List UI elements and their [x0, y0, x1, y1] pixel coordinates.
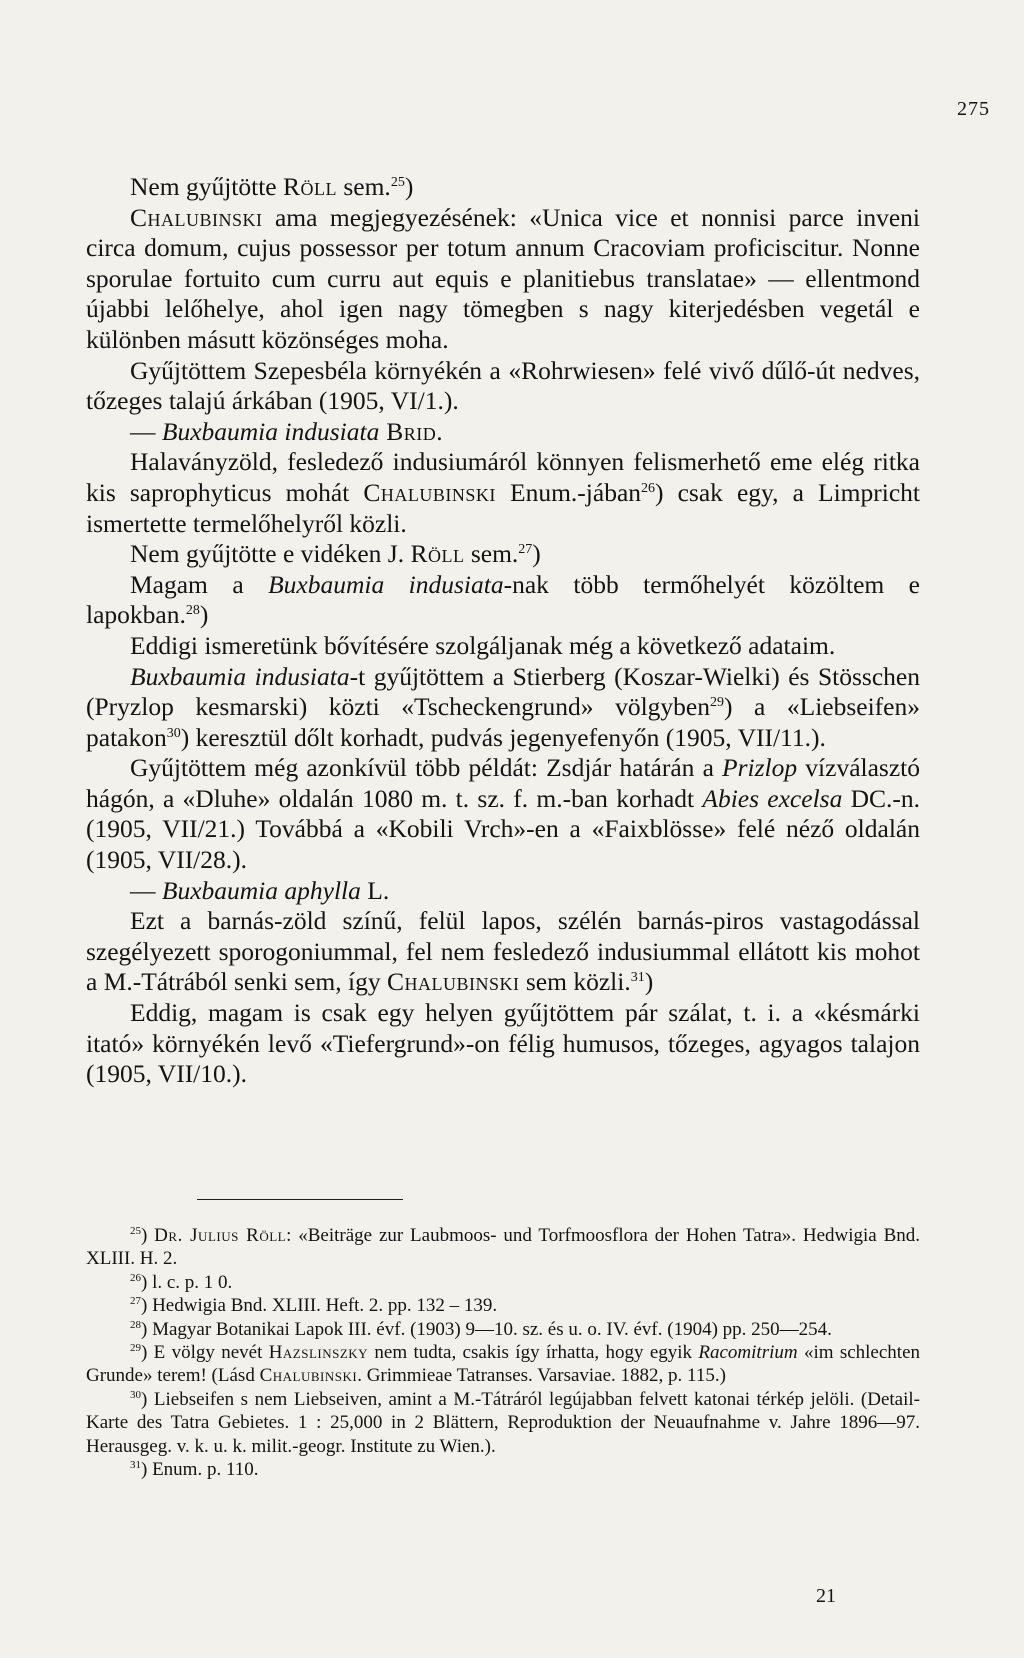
author-name: Röll [410, 539, 465, 569]
species-name: Racomitrium [698, 1342, 798, 1364]
paragraph [86, 753, 920, 875]
text: ) l. c. p. 1 0. [141, 1271, 233, 1293]
text: Nem gyűjtötte [130, 172, 283, 201]
footnote-ref: 30 [166, 725, 181, 741]
text: Ezt a barnás-zöld színű, felül lapos, szélén barnás-piros vastagodással szegélyezett sporogoniummal, fel nem fesledező indusiummal ellátott kis mohot a M.-Tátrából senki sem, így [86, 906, 920, 997]
text: Gyűjtöttem Szepesbéla környékén a «Rohrwiesen» felé vivő dűlő-út nedves, tőzeges talajú árkában (1905, VI/1.). [86, 355, 920, 416]
author-name: Chalubinski [130, 202, 263, 232]
page-number: 275 [957, 98, 990, 120]
footnote-number: 29 [130, 1342, 141, 1355]
footnote-ref: 25 [390, 175, 405, 190]
text: ) E völgy nevét [141, 1342, 269, 1364]
footnote-number: 26 [130, 1271, 141, 1284]
species-name: Abies excelsa [702, 783, 843, 813]
footnote-number: 27 [130, 1295, 141, 1308]
author-name: Chalubinski [386, 967, 520, 997]
paragraph [86, 447, 920, 539]
text: ) [404, 172, 414, 201]
dash: — [130, 416, 162, 446]
paragraph [86, 631, 920, 662]
text: Magam a [130, 569, 269, 599]
text: ) a «Liebseifen» patakon [86, 692, 920, 752]
author-name: Dr. Julius Röll [154, 1225, 287, 1246]
footnote-divider [197, 1199, 403, 1200]
text: «im schlechten Grunde» terem! (Lásd [86, 1342, 921, 1387]
footnote-ref: 26 [641, 480, 656, 496]
author-name: Hazslinszky [268, 1342, 369, 1364]
text: ) Magyar Botanikai Lapok III. évf. (1903) 9—10. sz. és u. o. IV. évf. (1904) pp. 250—254. [141, 1318, 832, 1340]
author-name: Chalubinski [363, 477, 496, 507]
paragraph [86, 906, 920, 998]
paragraph [86, 998, 920, 1090]
text: sem közli. [519, 967, 631, 997]
place-name: Prizlop [722, 753, 798, 783]
footnote [86, 1271, 920, 1294]
text: DC.-n. (1905, VII/21.) Továbbá a «Kobili Vrch»-en a «Faixblösse» felé néző oldalán (1905, VII/28.). [86, 783, 921, 875]
footnote-ref: 31 [630, 970, 645, 986]
text: ) [532, 539, 541, 569]
footnotes [86, 1224, 920, 1481]
author-name: Röll [282, 172, 337, 201]
footnote-ref: 29 [709, 695, 724, 711]
text: Enum.-jában [495, 477, 642, 507]
text: nem tudta, csakis így írhatta, hogy egyik [368, 1342, 699, 1364]
text: ) Hedwigia Bnd. XLIII. Heft. 2. pp. 132 – 139. [141, 1295, 498, 1317]
text: ) keresztül dőlt korhadt, pudvás jegenyefenyőn (1905, VII/11.). [180, 722, 826, 752]
text: Eddigi ismeretünk bővítésére szolgáljanak még a következő adataim. [130, 630, 836, 660]
footnote-ref: 27 [518, 542, 533, 558]
text: : «Beiträge zur Laubmoos- und Torfmoosflora der Hohen Tatra». Hedwigia Bnd. XLIII. H. 2. [86, 1225, 920, 1270]
text: sem. [464, 539, 519, 569]
footnote [86, 1388, 920, 1458]
text: ) csak egy, a Limpricht ismertette termelőhelyről közli. [86, 477, 920, 538]
paragraph [86, 356, 920, 417]
footnote-number: 30 [130, 1388, 141, 1401]
text: -nak több termőhelyét közöltem e lapokban. [86, 569, 920, 630]
text: Eddig, magam is csak egy helyen gyűjtöttem pár szálat, t. i. a «késmárki itató» környékén levő «Tiefergrund»-on félig humusos, tőzeges, agyagos talajon (1905, VII/10.). [86, 998, 920, 1089]
footnote [86, 1318, 920, 1341]
footnote [86, 1224, 920, 1271]
author-name: Brid. [379, 416, 444, 446]
text: ) [644, 967, 654, 997]
footnote [86, 1341, 920, 1388]
text: ) [199, 600, 209, 630]
paragraph [86, 662, 920, 754]
text: Gyűjtöttem még azonkívül több példát: Zsdjár határán a [130, 753, 723, 783]
text: sem. [336, 172, 391, 201]
text: -t gyűjtöttem a Stierberg (Koszar-Wielki) és Stösschen (Pryzlop kesmarski) közti «Tscheckengrund» völgyben [86, 661, 920, 722]
text: Nem gyűjtötte e vidéken J. [130, 539, 411, 569]
text: ama megjegyezésének: «Unica vice et nonnisi parce inveni circa domum, cujus possessor per totum annum Cracoviam proficiscitur. Nonne sporulae fortuito cum curru aut equis e planitiebus translatae» — ellentmond újabbi lelőhelye, ahol igen nagy tömegben s nagy kiterjedésben vegetál e különben másutt közönséges moha. [86, 202, 920, 354]
paragraph [86, 172, 920, 203]
paragraph [86, 570, 920, 631]
footnote-ref: 28 [185, 603, 200, 619]
species-heading [86, 876, 920, 907]
paragraph [86, 539, 920, 570]
sheet-number: 21 [816, 1585, 836, 1607]
species-heading [86, 417, 920, 448]
text: ) Enum. p. 110. [141, 1459, 259, 1481]
species-name: Buxbaumia indusiata [130, 661, 350, 691]
main-text [86, 172, 920, 1090]
author-name: Chalubinski [259, 1365, 358, 1387]
dash: — [130, 875, 162, 905]
text: Halaványzöld, fesledező indusiumáról könnyen felismerhető eme elég ritka kis saprophyticus mohát [86, 447, 920, 507]
paragraph [86, 203, 920, 356]
species-name: Buxbaumia aphylla [161, 875, 361, 905]
footnote [86, 1458, 920, 1481]
text: ) Liebseifen s nem Liebseiven, amint a M.-Tátráról legújabban felvett katonai térkép jelöli. (Detail-Karte des Tatra Gebietes. 1 : 25,000 in 2 Blättern, Reproduktion der Neuaufnahme v. Jahre 1896—97. Herausgeg. v. k. u. k. milit.-geogr. Institute zu Wien.). [86, 1388, 920, 1457]
species-name: Buxbaumia indusiata [161, 416, 380, 446]
text: L. [360, 875, 390, 905]
footnote-number: 31 [130, 1459, 141, 1472]
text: ) [141, 1225, 155, 1246]
text: . Grimmieae Tatranses. Varsaviae. 1882, p. 115.) [357, 1365, 726, 1387]
species-name: Buxbaumia indusiata [268, 569, 504, 599]
footnote-number: 28 [130, 1318, 141, 1331]
text: vízválasztó hágón, a «Dluhe» oldalán 1080 m. t. sz. f. m.-ban korhadt [86, 753, 920, 813]
footnote [86, 1294, 920, 1317]
footnote-number: 25 [130, 1225, 141, 1237]
